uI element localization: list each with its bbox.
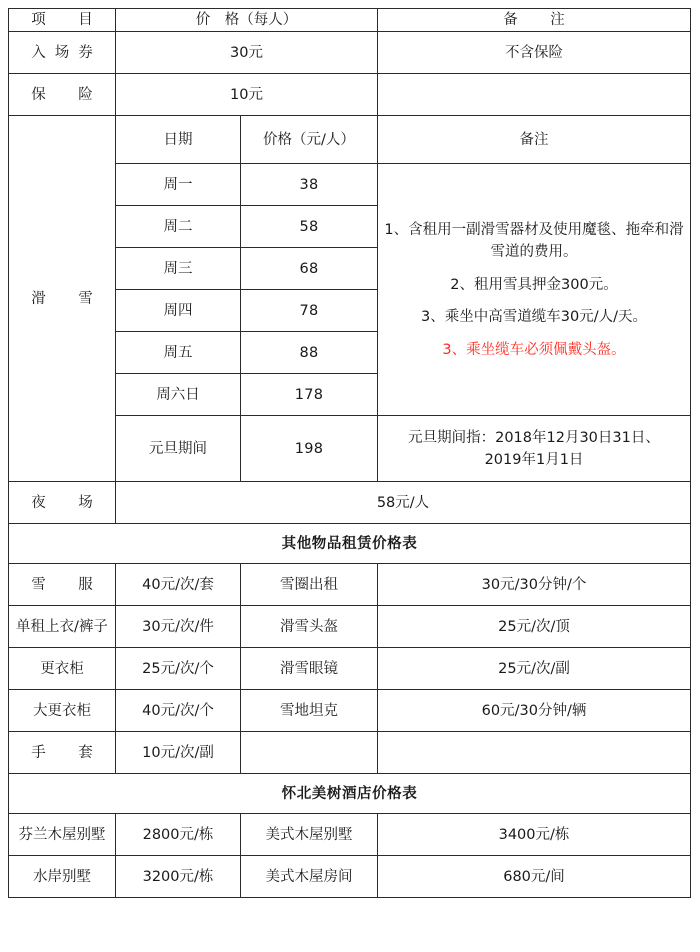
row-label-insurance: 保 险: [9, 74, 116, 116]
rental-title-row: [9, 524, 691, 564]
ski-date-newyear: 元旦期间: [116, 416, 241, 482]
ski-date-thu: 周四: [116, 290, 241, 332]
ski-newyear-note: [378, 416, 691, 482]
rental-row-gloves: [9, 732, 691, 774]
ski-section-label: 滑 雪: [9, 116, 116, 482]
price-sheet: [8, 8, 690, 898]
ski-date-mon: 周一: [116, 164, 241, 206]
ski-note-1: 1、含租用一副滑雪器材及使用魔毯、拖牵和滑雪道的费用。: [384, 221, 684, 261]
row-label-ticket: 入场券: [9, 32, 116, 74]
rental-row-locker: [9, 648, 691, 690]
ski-price-tue: 58: [241, 206, 378, 248]
rental-price-suit: 40元/次/套: [116, 564, 241, 606]
ski-note-2: 2、租用雪具押金300元。: [450, 276, 618, 293]
ski-subheader-remark: 备注: [378, 116, 691, 164]
rental-table-title: 其他物品租赁价格表: [9, 524, 691, 564]
ski-date-wed: 周三: [116, 248, 241, 290]
hotel-row-finnish-cabin: [9, 814, 691, 856]
ski-notes: [378, 164, 691, 416]
ski-price-wed: 68: [241, 248, 378, 290]
rental-row-large-locker: [9, 690, 691, 732]
rental-price-jacket-pants: 30元/次/件: [116, 606, 241, 648]
rental-price-goggles: 25元/次/副: [378, 648, 691, 690]
ski-newyear-note-line2: 2019年1月1日: [484, 451, 584, 468]
row-remark-ticket: 不含保险: [378, 32, 691, 74]
ski-subheader-date: 日期: [116, 116, 241, 164]
ski-date-fri: 周五: [116, 332, 241, 374]
ski-date-weekend: 周六日: [116, 374, 241, 416]
hotel-price-american-room: 680元/间: [378, 856, 691, 898]
night-session-label: 夜 场: [9, 482, 116, 524]
hotel-item-finnish-cabin: 芬兰木屋别墅: [9, 814, 116, 856]
ski-note-3: 3、乘坐中高雪道缆车30元/人/天。: [421, 309, 647, 326]
rental-item-snow-tank: 雪地坦克: [241, 690, 378, 732]
rental-item-large-locker: 大更衣柜: [9, 690, 116, 732]
night-session-row: [9, 482, 691, 524]
ski-price-thu: 78: [241, 290, 378, 332]
header-remark: 备 注: [378, 9, 691, 32]
row-remark-insurance: [378, 74, 691, 116]
rental-item-snowtube: 雪圈出租: [241, 564, 378, 606]
ski-note-4-helmet-warning: 3、乘坐缆车必须佩戴头盔。: [442, 341, 626, 358]
table-row-ticket: [9, 32, 691, 74]
rental-item-suit: 雪 服: [9, 564, 116, 606]
rental-price-snowtube: 30元/30分钟/个: [378, 564, 691, 606]
rental-row-suit: [9, 564, 691, 606]
hotel-row-waterfront-villa: [9, 856, 691, 898]
price-table: [8, 8, 691, 898]
rental-price-gloves: 10元/次/副: [116, 732, 241, 774]
rental-price-helmet: 25元/次/顶: [378, 606, 691, 648]
rental-item-locker: 更衣柜: [9, 648, 116, 690]
ski-price-mon: 38: [241, 164, 378, 206]
rental-price-empty: [378, 732, 691, 774]
rental-item-helmet: 滑雪头盔: [241, 606, 378, 648]
ski-subheader-row: [9, 116, 691, 164]
rental-price-large-locker: 40元/次/个: [116, 690, 241, 732]
rental-price-snow-tank: 60元/30分钟/辆: [378, 690, 691, 732]
row-price-ticket: 30元: [116, 32, 378, 74]
hotel-price-american-cabin: 3400元/栋: [378, 814, 691, 856]
header-price: 价 格（每人）: [116, 9, 378, 32]
hotel-item-american-room: 美式木屋房间: [241, 856, 378, 898]
row-price-insurance: 10元: [116, 74, 378, 116]
ski-date-tue: 周二: [116, 206, 241, 248]
table-header-row: [9, 9, 691, 32]
hotel-price-waterfront-villa: 3200元/栋: [116, 856, 241, 898]
hotel-price-finnish-cabin: 2800元/栋: [116, 814, 241, 856]
ski-price-fri: 88: [241, 332, 378, 374]
rental-item-jacket-pants: 单租上衣/裤子: [9, 606, 116, 648]
ski-newyear-note-line1: 元旦期间指：2018年12月30日31日、: [408, 429, 660, 446]
rental-row-jacket-pants: [9, 606, 691, 648]
ski-subheader-price: 价格（元/人）: [241, 116, 378, 164]
header-item: 项 目: [9, 9, 116, 32]
hotel-item-american-cabin: 美式木屋别墅: [241, 814, 378, 856]
night-session-price: 58元/人: [116, 482, 691, 524]
rental-price-locker: 25元/次/个: [116, 648, 241, 690]
hotel-title-row: [9, 774, 691, 814]
hotel-table-title: 怀北美树酒店价格表: [9, 774, 691, 814]
rental-item-goggles: 滑雪眼镜: [241, 648, 378, 690]
rental-item-gloves: 手 套: [9, 732, 116, 774]
rental-item-empty: [241, 732, 378, 774]
table-row-insurance: [9, 74, 691, 116]
hotel-item-waterfront-villa: 水岸别墅: [9, 856, 116, 898]
ski-price-weekend: 178: [241, 374, 378, 416]
ski-price-newyear: 198: [241, 416, 378, 482]
